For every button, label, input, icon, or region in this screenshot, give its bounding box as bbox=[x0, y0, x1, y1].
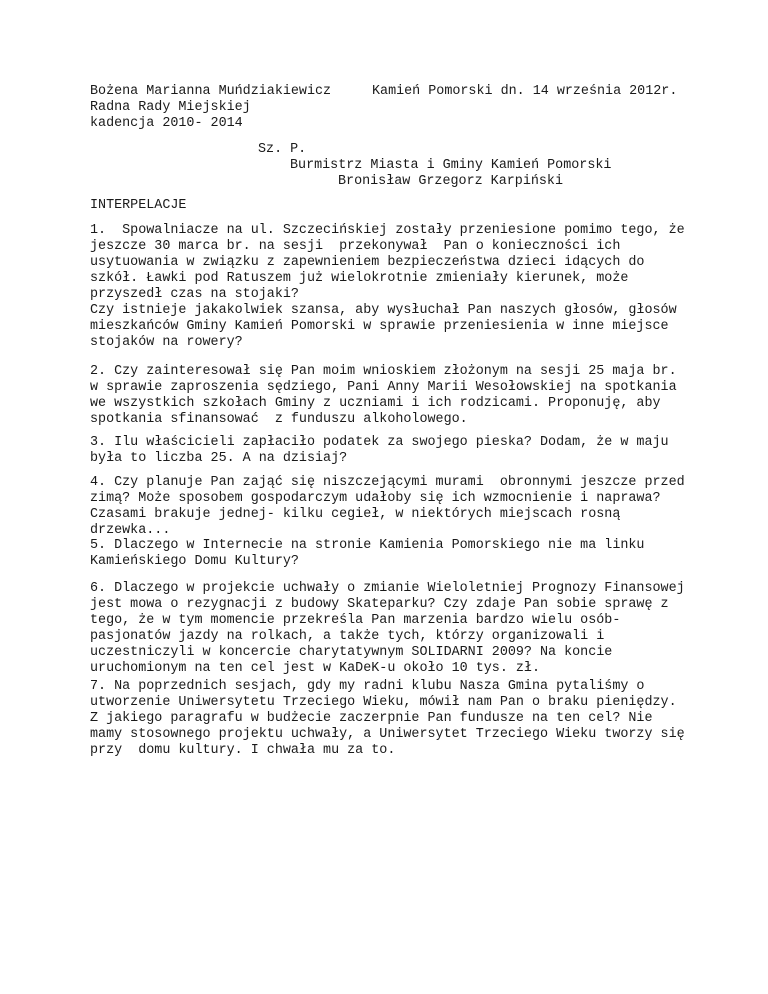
addressee-salutation: Sz. P. bbox=[258, 142, 307, 157]
author-name: Bożena Marianna Muńdziakiewicz bbox=[90, 84, 332, 99]
addressee-title: Burmistrz Miasta i Gminy Kamień Pomorski bbox=[290, 158, 612, 173]
author-term: kadencja 2010- 2014 bbox=[90, 116, 243, 131]
interpellation-item-5: 5. Dlaczego w Internecie na stronie Kamienia Pomorskiego nie ma linku Kamieńskiego Domu Kultury? bbox=[90, 538, 645, 569]
interpellation-item-4: 4. Czy planuje Pan zająć się niszczejącymi murami obronnymi jeszcze przed zimą? Może sposobem gospodarczym udałoby się ich wzmocnienie i naprawa? Czasami brakuje jednej- kilku cegieł, w niektórych miejscach rosną drzewka... bbox=[90, 475, 685, 538]
interpellation-item-1: 1. Spowalniacze na ul. Szczecińskiej zostały przeniesione pomimo tego, że jeszcze 30 marca br. na sesji przekonywał Pan o konieczności ich usytuowania w związku z zapewnieniem bezpieczeństwa dzieci idących do szkół. Ławki pod Ratuszem już wielokrotnie zmieniały kierunek, może przyszedł czas na stojaki? Czy istnieje jakakolwiek szansa, aby wysłuchał Pan naszych głosów, głosów mieszkańców Gminy Kamień Pomorski w sprawie przeniesienia w inne miejsce stojaków na rowery? bbox=[90, 223, 685, 350]
interpellation-item-6: 6. Dlaczego w projekcie uchwały o zmianie Wieloletniej Prognozy Finansowej jest mowa o rezygnacji z budowy Skateparku? Czy zdaje Pan sobie sprawę z tego, że w tym momencie przekreśla Pan marzenia bardzo wielu osób- pasjonatów jazdy na rolkach, a także tych, którzy organizowali i uczestniczyli w koncercie charytatywnym SOLIDARNI 2009? Na koncie uruchomionym na ten cel jest w KaDeK-u około 10 tys. zł. bbox=[90, 581, 685, 676]
author-role: Radna Rady Miejskiej bbox=[90, 100, 251, 115]
interpellation-item-7: 7. Na poprzednich sesjach, gdy my radni klubu Nasza Gmina pytaliśmy o utworzenie Uniwersytetu Trzeciego Wieku, mówił nam Pan o braku pieniędzy. Z jakiego paragrafu w budżecie zaczerpnie Pan fundusze na ten cel? Nie mamy stosownego projektu uchwały, a Uniwersytet Trzeciego Wieku tworzy się przy domu kultury. I chwała mu za to. bbox=[90, 679, 685, 758]
place-date: Kamień Pomorski dn. 14 września 2012r. bbox=[372, 84, 678, 99]
interpellation-item-2: 2. Czy zainteresował się Pan moim wnioskiem złożonym na sesji 25 maja br. w sprawie zaproszenia sędziego, Pani Anny Marii Wesołowskiej na spotkania we wszystkich szkołach Gminy z uczniami i ich rodzicami. Proponuję, aby spotkania sfinansować z funduszu alkoholowego. bbox=[90, 364, 677, 427]
interpellations-heading: INTERPELACJE bbox=[90, 198, 187, 213]
interpellation-item-3: 3. Ilu właścicieli zapłaciło podatek za swojego pieska? Dodam, że w maju była to liczba 25. A na dzisiaj? bbox=[90, 435, 669, 466]
addressee-name: Bronisław Grzegorz Karpiński bbox=[338, 174, 563, 189]
